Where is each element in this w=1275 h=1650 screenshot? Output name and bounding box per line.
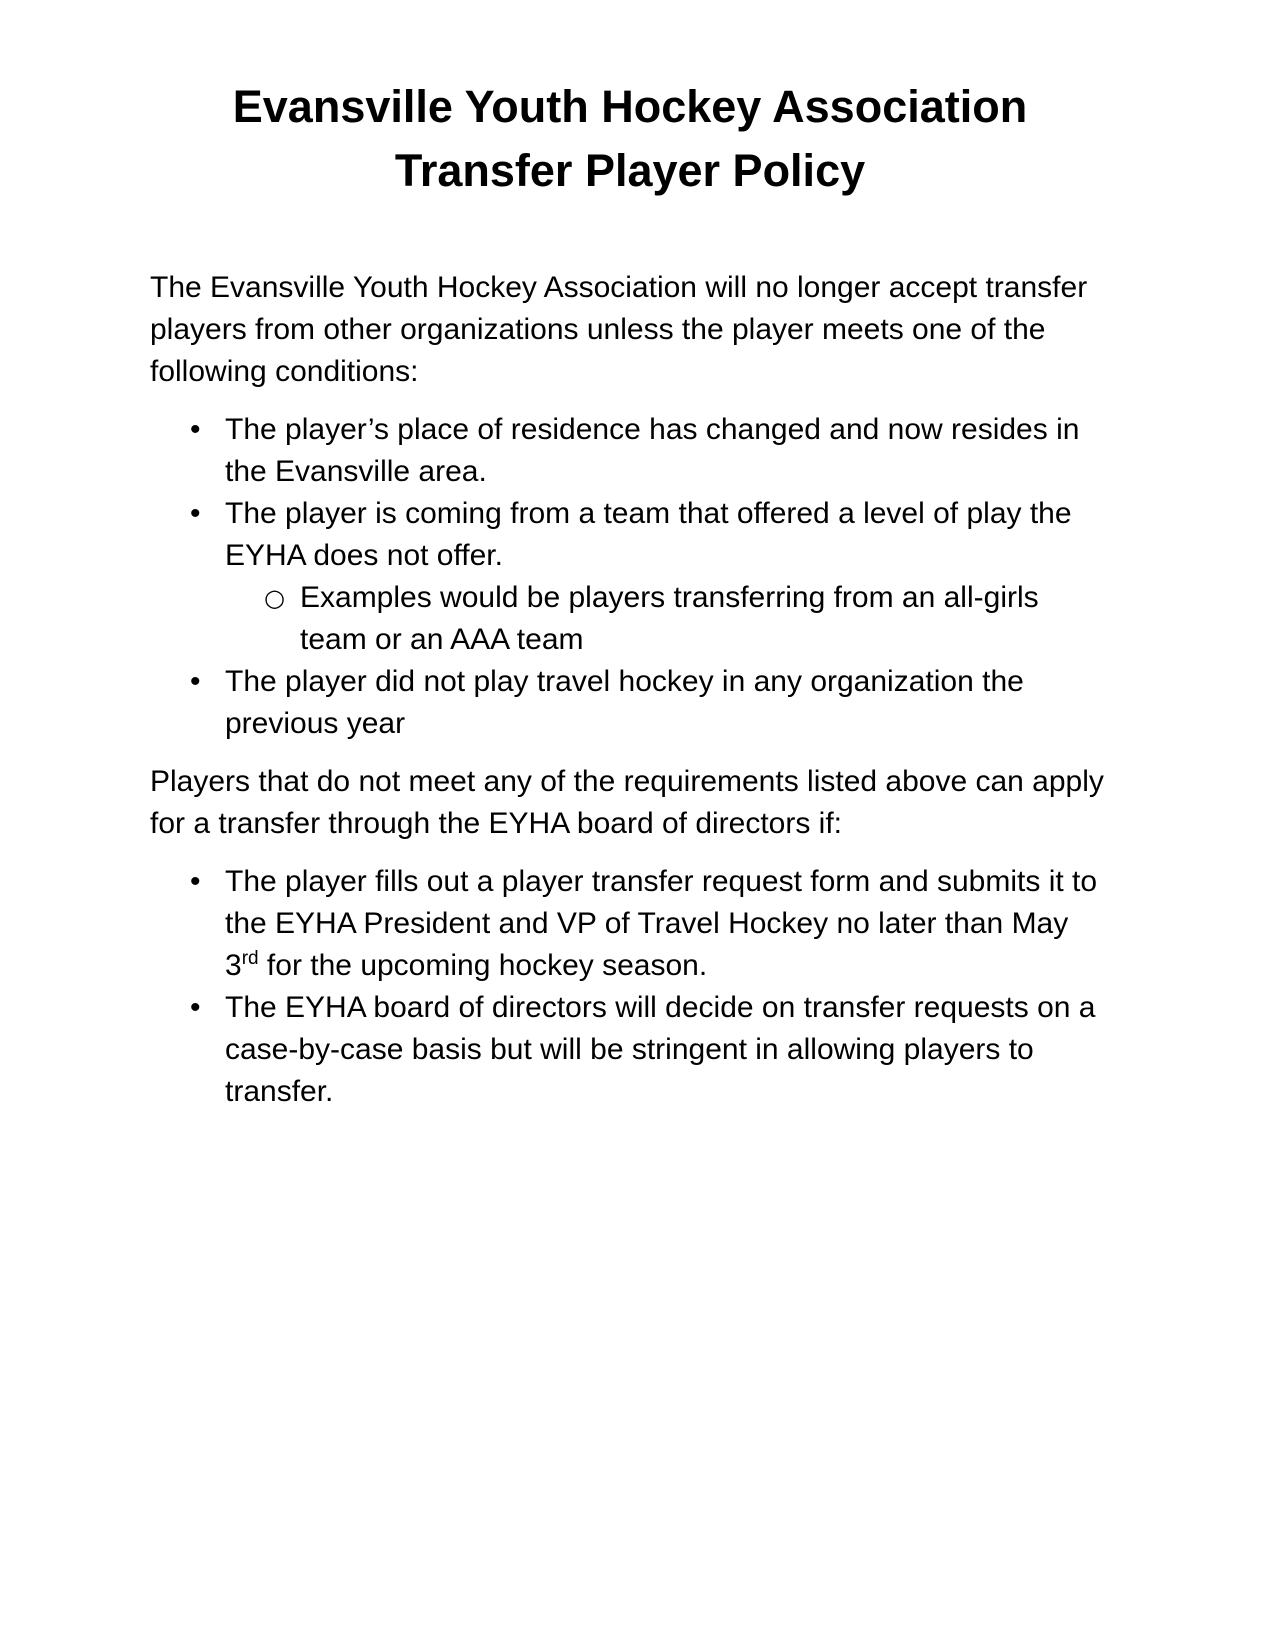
sub-list-item bbox=[150, 577, 1110, 661]
list-item-text: for the upcoming hockey season. bbox=[258, 949, 708, 982]
circle-bullet-icon: ○ bbox=[264, 584, 285, 612]
list-item-text: The player’s place of residence has changed and now resides in the Evansville area. bbox=[225, 413, 1080, 488]
bullet-icon: • bbox=[190, 865, 201, 898]
list-item-text: The player fills out a player transfer request form and submits it to the EYHA President and VP of Travel Hockey no later than May 3 bbox=[225, 865, 1098, 982]
bullet-icon: • bbox=[190, 665, 201, 698]
title-line-2: Transfer Player Policy bbox=[394, 145, 866, 196]
title-line-1: Evansville Youth Hockey Association bbox=[232, 81, 1028, 132]
list-item-text: The EYHA board of directors will decide on transfer requests on a case-by-case basis but will be stringent in allowing players to transfer. bbox=[225, 991, 1096, 1108]
list-item-text: The player is coming from a team that offered a level of play the EYHA does not offer. bbox=[225, 497, 1072, 572]
list-item bbox=[150, 987, 1110, 1113]
superscript-ordinal: rd bbox=[241, 948, 259, 969]
list-item-text: The player did not play travel hockey in any organization the previous year bbox=[225, 665, 1024, 740]
list-item bbox=[150, 409, 1110, 493]
list-item bbox=[150, 661, 1110, 745]
conditions-list bbox=[150, 409, 1110, 745]
sub-list-item-text: Examples would be players transferring from an all-girls team or an AAA team bbox=[300, 581, 1039, 656]
document-title bbox=[150, 75, 1110, 203]
list-item bbox=[150, 861, 1110, 987]
apply-paragraph: Players that do not meet any of the requirements listed above can apply for a transfer through the EYHA board of directors if: bbox=[150, 765, 1104, 840]
intro-paragraph: The Evansville Youth Hockey Association will no longer accept transfer players from other organizations unless the player meets one of the following conditions: bbox=[150, 271, 1088, 388]
bullet-icon: • bbox=[190, 497, 201, 530]
bullet-icon: • bbox=[190, 991, 201, 1024]
list-item bbox=[150, 493, 1110, 577]
bullet-icon: • bbox=[190, 413, 201, 446]
apply-list bbox=[150, 861, 1110, 1113]
